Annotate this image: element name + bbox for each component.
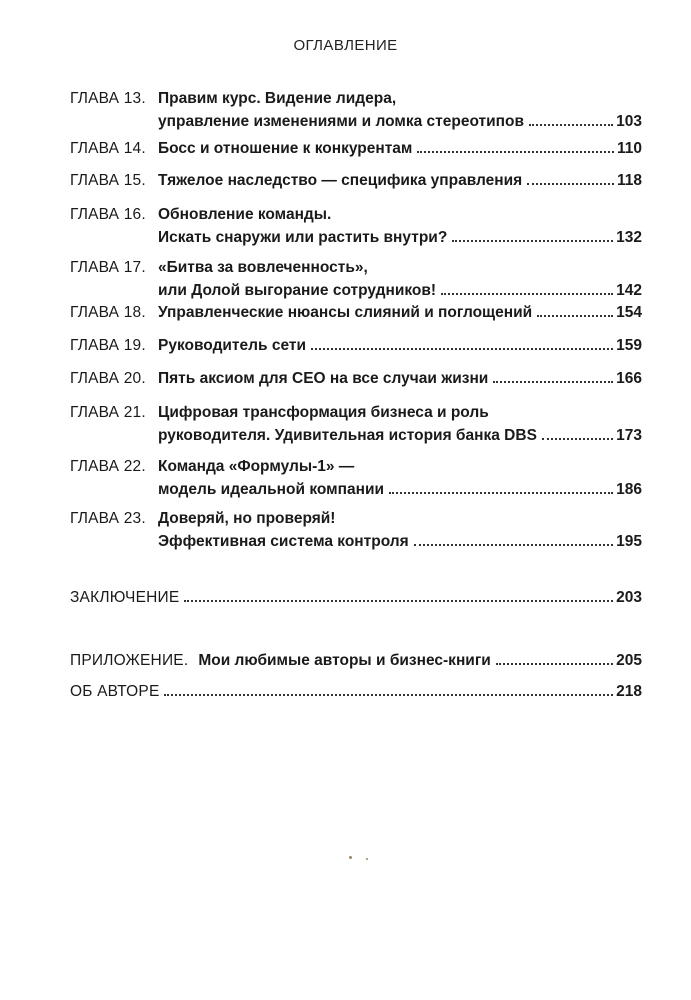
chapter-title-line: руководителя. Удивительная история банка DBS bbox=[158, 427, 537, 444]
chapter-title-line: Эффективная система контроля bbox=[158, 533, 409, 550]
chapter-label: ГЛАВА 21. bbox=[70, 404, 146, 421]
dot-leader bbox=[311, 348, 613, 350]
chapter-title-line: или Долой выгорание сотрудников! bbox=[158, 282, 437, 299]
chapter-title-line: Доверяй, но проверяй! bbox=[158, 510, 336, 527]
toc-title: ОГЛАВЛЕНИЕ bbox=[293, 37, 398, 54]
dot-leader bbox=[414, 544, 613, 546]
chapter-label: ГЛАВА 19. bbox=[70, 337, 146, 354]
chapter-label: ГЛАВА 15. bbox=[70, 172, 146, 189]
page-number: 205 bbox=[616, 652, 642, 669]
chapter-label: ГЛАВА 23. bbox=[70, 510, 146, 527]
dot-leader bbox=[417, 151, 614, 153]
chapter-title-line: управление изменениями и ломка стереотипов bbox=[158, 113, 524, 130]
chapter-label: ГЛАВА 16. bbox=[70, 206, 146, 223]
page-number: 132 bbox=[616, 229, 642, 246]
paper-speck bbox=[349, 856, 352, 859]
dot-leader bbox=[389, 492, 613, 494]
page-number: 159 bbox=[616, 337, 642, 354]
page-number: 110 bbox=[616, 140, 642, 157]
chapter-title-line: Руководитель сети bbox=[158, 337, 306, 354]
dot-leader bbox=[184, 600, 613, 602]
section-title: Мои любимые авторы и бизнес-книги bbox=[198, 652, 491, 669]
chapter-title-line: Обновление команды. bbox=[158, 206, 332, 223]
chapter-title-block bbox=[158, 301, 642, 324]
chapter-title-line: Цифровая трансформация бизнеса и роль bbox=[158, 404, 489, 421]
page-number: 195 bbox=[616, 533, 642, 550]
dot-leader bbox=[537, 315, 613, 317]
page-number: 154 bbox=[616, 304, 642, 321]
toc-entry-conclusion[interactable] bbox=[70, 586, 642, 609]
chapter-title-line: Босс и отношение к конкурентам bbox=[158, 140, 413, 157]
chapter-title-block bbox=[158, 169, 642, 192]
section-label: ОБ АВТОРЕ bbox=[70, 683, 160, 700]
chapter-title-line: Управленческие нюансы слияний и поглощений bbox=[158, 304, 533, 321]
dot-leader bbox=[164, 694, 613, 696]
chapter-title-block bbox=[158, 401, 642, 447]
dot-leader bbox=[452, 240, 613, 242]
dot-leader bbox=[496, 663, 613, 665]
toc-entry-about[interactable] bbox=[70, 680, 642, 703]
chapter-label: ГЛАВА 20. bbox=[70, 370, 146, 387]
chapter-label: ГЛАВА 13. bbox=[70, 90, 146, 107]
page-number: 166 bbox=[616, 370, 642, 387]
chapter-label: ГЛАВА 22. bbox=[70, 458, 146, 475]
chapter-title-line: модель идеальной компании bbox=[158, 481, 384, 498]
chapter-title-block bbox=[158, 367, 642, 390]
chapter-title-line: Тяжелое наследство — специфика управления bbox=[158, 172, 523, 189]
page-number: 173 bbox=[616, 427, 642, 444]
page-number: 203 bbox=[616, 589, 642, 606]
chapter-title-line: Искать снаружи или растить внутри? bbox=[158, 229, 448, 246]
page-number: 186 bbox=[616, 481, 642, 498]
chapter-title-line: Пять аксиом для CEO на все случаи жизни bbox=[158, 370, 489, 387]
chapter-label: ГЛАВА 17. bbox=[70, 259, 146, 276]
section-label: ЗАКЛЮЧЕНИЕ bbox=[70, 589, 180, 606]
chapter-title-block bbox=[158, 334, 642, 357]
chapter-title-block bbox=[158, 203, 642, 249]
section-label: ПРИЛОЖЕНИЕ. bbox=[70, 652, 189, 669]
dot-leader bbox=[493, 381, 613, 383]
chapter-title-line: «Битва за вовлеченность», bbox=[158, 259, 368, 276]
dot-leader bbox=[527, 183, 614, 185]
dot-leader bbox=[529, 124, 613, 126]
page-number: 103 bbox=[616, 113, 642, 130]
chapter-title-block bbox=[158, 455, 642, 501]
chapter-title-block bbox=[158, 507, 642, 553]
chapter-title-block bbox=[158, 137, 642, 160]
page-number: 142 bbox=[616, 282, 642, 299]
page-number: 218 bbox=[616, 683, 642, 700]
dot-leader bbox=[441, 293, 613, 295]
chapter-title-block bbox=[158, 87, 642, 133]
chapter-label: ГЛАВА 18. bbox=[70, 304, 146, 321]
chapter-title-line: Команда «Формулы-1» — bbox=[158, 458, 355, 475]
chapter-title-line: Правим курс. Видение лидера, bbox=[158, 90, 397, 107]
chapter-label: ГЛАВА 14. bbox=[70, 140, 146, 157]
page-number: 118 bbox=[616, 172, 642, 189]
dot-leader bbox=[542, 438, 613, 440]
chapter-title-block bbox=[158, 256, 642, 302]
paper-speck bbox=[366, 858, 368, 860]
toc-entry-appendix[interactable] bbox=[70, 649, 642, 672]
